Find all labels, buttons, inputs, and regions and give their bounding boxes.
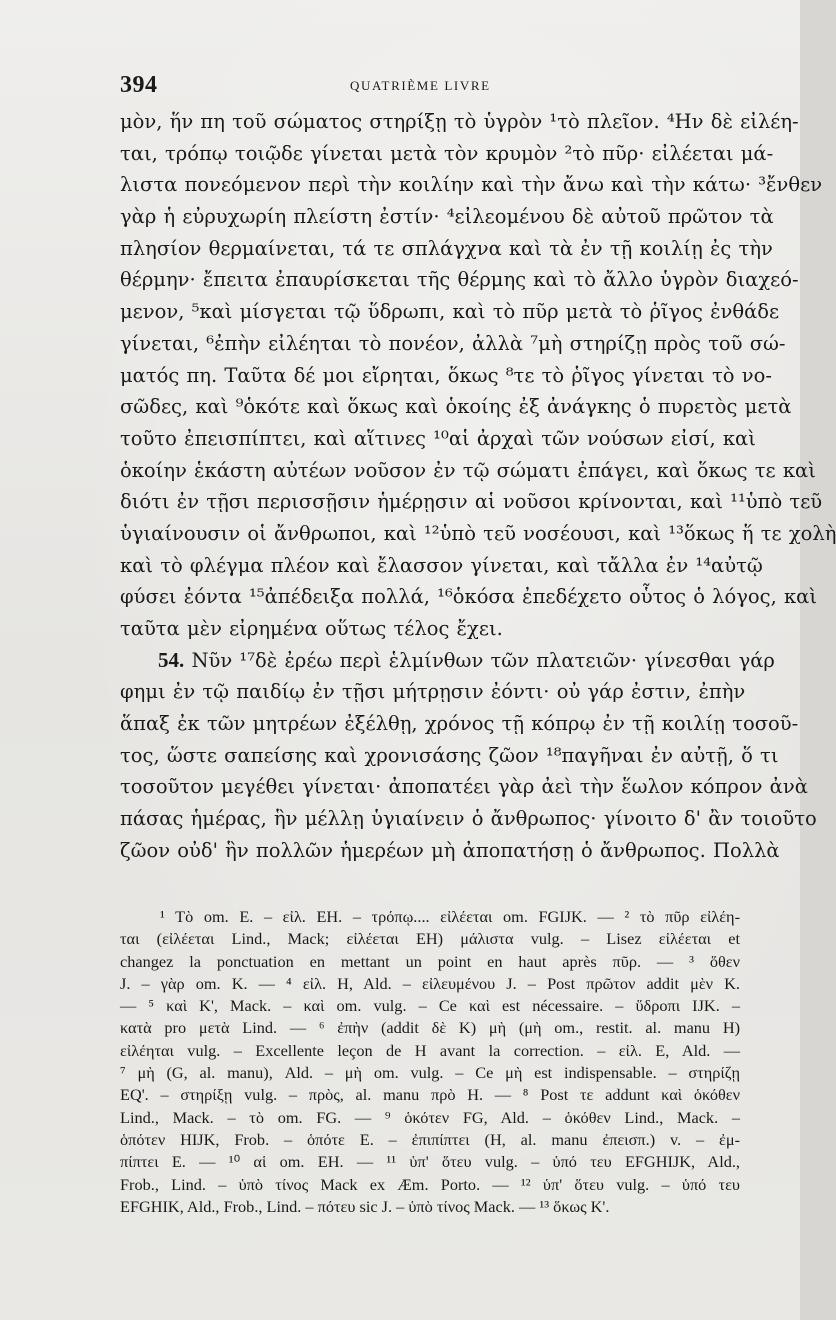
text-line: διότι ἐν τῇσι περισσῇσιν ἡμέρῃσιν αἱ νοῦσοι κρίνονται, καὶ ¹¹ὑπὸ τεῦ (120, 490, 823, 514)
text-line: φύσει ἐόντα ¹⁵ἀπέδειξα πολλά, ¹⁶ὁκόσα ἐπεδέχετο οὗτος ὁ λόγος, καὶ (120, 585, 817, 609)
footnote-line: ¹ Τὸ om. E. – εἰλ. EH. – τρόπῳ.... εἰλέεται om. FGIJK. — ² τὸ πῦρ εἰλέη- (160, 907, 740, 926)
text-line: φημι ἐν τῷ παιδίῳ ἐν τῇσι μήτρῃσιν ἐόντι· οὐ γάρ ἐστιν, ἐπὴν (120, 680, 746, 704)
page-header (120, 70, 740, 100)
text-line: τος, ὥστε σαπείσης καὶ χρονισάσης ζῶον ¹⁸παγῆναι ἐν αὐτῇ, ὅ τι (120, 743, 779, 767)
footnote-line: Lind., Mack. – τὸ om. FG. — ⁹ ὁκότεν FG, Ald. – ὁκόθεν Lind., Mack. – (120, 1107, 740, 1127)
footnote-line: — ⁵ καὶ K', Mack. – καὶ om. vulg. – Ce καὶ est nécessaire. – ὕδροπι IJK. – (120, 996, 740, 1016)
footnote-line: ται (εἰλέεται Lind., Mack; εἰλέεται EH) μάλιστα vulg. – Lisez εἰλέεται et (120, 929, 740, 949)
footnote-line: changez la ponctuation en mettant un point en haut après πῦρ. — ³ ὅθεν (120, 951, 740, 971)
page-number: 394 (120, 72, 158, 98)
text-line: σῶδες, καὶ ⁹ὁκότε καὶ ὅκως καὶ ὁκοίης ἐξ ἀνάγκης ὁ πυρετὸς μετὰ (120, 395, 792, 419)
text-line: τοῦτο ἐπεισπίπτει, καὶ αἵτινες ¹⁰αἱ ἀρχαὶ τῶν νούσων εἰσί, καὶ (120, 426, 756, 450)
text-line: τοσοῦτον μεγέθει γίνεται· ἀποπατέει γὰρ ἀεὶ τὴν ἕωλον κόπρον ἀνὰ (120, 775, 808, 799)
text-line: ταῦτα μὲν εἰρημένα οὕτως τέλος ἔχει. (120, 617, 503, 640)
text-line: ζῶον οὐδ' ἣν πολλῶν ἡμερέων μὴ ἀποπατήσῃ ὁ ἄνθρωπος. Πολλὰ (120, 838, 780, 862)
footnote-line: κατὰ pro μετὰ Lind. — ⁶ ἐπὴν (addit δὲ K) μὴ (μὴ om., restit. al. manu H) (120, 1018, 740, 1038)
text-line: γίνεται, ⁶ἐπὴν εἰλέηται τὸ πονέον, ἀλλὰ ⁷μὴ στηρίζῃ πρὸς τοῦ σώ- (120, 331, 786, 355)
text-line: ματός πη. Ταῦτα δέ μοι εἴρηται, ὅκως ⁸τε τὸ ῥῖγος γίνεται τὸ νο- (120, 363, 772, 387)
text-line: μενον, ⁵καὶ μίσγεται τῷ ὕδρωπι, καὶ τὸ πῦρ μετὰ τὸ ῥῖγος ἐνθάδε (120, 300, 780, 324)
footnote-line: EQ'. – στηρίξῃ vulg. – πρὸς, al. manu πρὸ H. — ⁸ Post τε addunt καὶ ὁκόθεν (120, 1085, 740, 1105)
text-line: καὶ τὸ φλέγμα πλέον καὶ ἔλασσον γίνεται, καὶ τἄλλα ἐν ¹⁴αὐτῷ (120, 553, 763, 577)
footnote-line: Frob., Lind. – ὑπὸ τίνος Mack ex Æm. Porto. — ¹² ὑπ' ὅτευ vulg. – ὑπό τευ (120, 1174, 740, 1194)
section-first-line (120, 645, 775, 677)
text-line: γὰρ ἡ εὐρυχωρίη πλείστη ἐστίν· ⁴εἰλεομένου δὲ αὐτοῦ πρῶτον τὰ (120, 205, 774, 229)
text-line: ἅπαξ ἐκ τῶν μητρέων ἐξέλθῃ, χρόνος τῇ κόπρῳ ἐν τῇ κοιλίῃ τοσοῦ- (120, 712, 799, 736)
footnote-line: J. – γὰρ om. K. — ⁴ εἰλ. H, Ald. – εἰλευμένου J. – Post πρῶτον addit μὲν K. (120, 973, 740, 993)
running-head: QUATRIÈME LIVRE (350, 78, 491, 93)
text-line: λιστα πονεόμενον περὶ τὴν κοιλίην καὶ τὴν ἄνω καὶ τὴν κάτω· ³ἔνθεν (120, 173, 823, 197)
text-line: πλησίον θερμαίνεται, τά τε σπλάγχνα καὶ τὰ ἐν τῇ κοιλίῃ ἐς τὴν (120, 236, 773, 260)
text-line: θέρμην· ἔπειτα ἐπαυρίσκεται τῆς θέρμης καὶ τὸ ἄλλο ὑγρὸν διαχεό- (120, 268, 799, 292)
footnote-line: ὁπότεν HIJK, Frob. – ὁπότε E. – ἐπιπίπτει (H, al. manu ἐπεισπ.) v. – ἐμ- (120, 1129, 740, 1149)
section-text: Νῦν ¹⁷δὲ ἐρέω περὶ ἑλμίνθων τῶν πλατειῶν· γίνεσθαι γάρ (184, 648, 775, 672)
text-line: ὁκοίην ἑκάστη αὐτέων νοῦσον ἐν τῷ σώματι ἐπάγει, καὶ ὅκως τε καὶ (120, 458, 816, 482)
footnote-line: εἰλέηται vulg. – Excellente leçon de H avant la correction. – εἰλ. E, Ald. — (120, 1040, 740, 1060)
footnote-line: ⁷ μὴ (G, al. manu), Ald. – μὴ om. vulg. – Ce μὴ est indispensable. – στηρίζῃ (120, 1063, 740, 1083)
text-line: πάσας ἡμέρας, ἣν μέλλῃ ὑγιαίνειν ὁ ἄνθρωπος· γίνοιτο δ' ἂν τοιοῦτο (120, 807, 817, 831)
footnote-line: EFGHIK, Ald., Frob., Lind. – πότευ sic J. – ὑπὸ τίνος Mack. — ¹³ ὅκως K'. (120, 1196, 610, 1216)
text-line: ὑγιαίνουσιν οἱ ἄνθρωποι, καὶ ¹²ὑπὸ τεῦ νοσέουσι, καὶ ¹³ὅκως ἥ τε χολὴ (120, 521, 836, 545)
main-text (120, 106, 836, 867)
footnotes (120, 906, 740, 1218)
text-line: ται, τρόπῳ τοιῷδε γίνεται μετὰ τὸν κρυμὸν ²τὸ πῦρ· εἰλέεται μά- (120, 141, 774, 165)
text-line: μὸν, ἥν πη τοῦ σώματος στηρίξῃ τὸ ὑγρὸν ¹τὸ πλεῖον. ⁴Ην δὲ εἰλέη- (120, 110, 799, 133)
section-number: 54. (158, 647, 185, 672)
footnote-line: πίπτει E. — ¹⁰ αἱ om. EH. — ¹¹ ὑπ' ὅτευ vulg. – ὑπό τευ EFGHIJK, Ald., (120, 1152, 740, 1172)
